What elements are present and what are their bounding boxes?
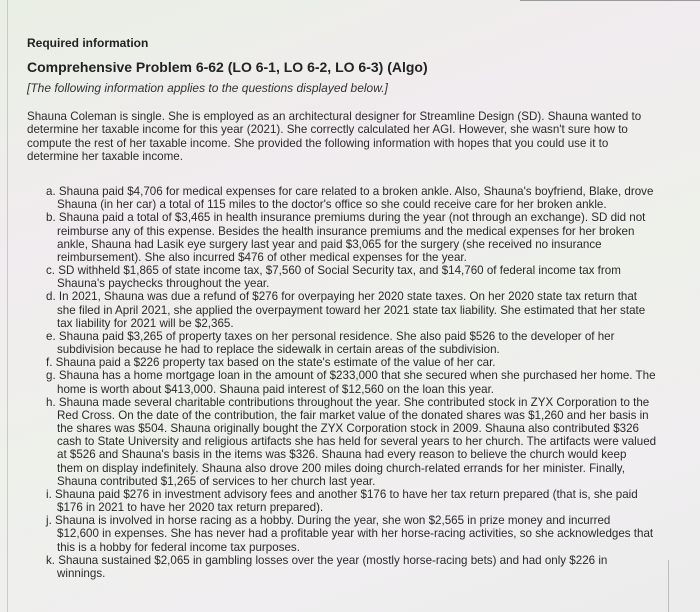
- list-item-start: c. SD withheld $1,865 of state income tax, $7,560 of Social Security tax, and $14,760 of federal income tax from: [46, 264, 621, 278]
- list-item-continuation: Shauna (in her car) a total of 115 miles to the doctor's office so she could receive care for her broken ankle.: [57, 198, 607, 212]
- list-item-start: e. Shauna paid $3,265 of property taxes on her personal residence. She also paid $526 to the developer of her: [46, 329, 615, 343]
- list-item-start: j. Shauna is involved in horse racing as a hobby. During the year, she won $2,565 in prize money and incurred: [46, 514, 611, 528]
- list-item-continuation: $176 in 2021 to have her 2020 tax return prepared).: [57, 501, 324, 515]
- list-item-start: i. Shauna paid $276 in investment advisory fees and another $176 to have her tax return prepared (that is, she paid: [46, 487, 638, 501]
- problem-subtitle: [The following information applies to the questions displayed below.]: [27, 81, 388, 95]
- list-item-continuation: reimbursement). She also incurred $476 of other medical expenses for the year.: [57, 250, 467, 264]
- list-item-continuation: she filed in April 2021, she applied the overpayment toward her 2021 state tax liability. She estimated that her state: [57, 303, 646, 317]
- list-item-continuation: subdivision because he had to replace the sidewalk in certain areas of the subdivision.: [57, 343, 500, 357]
- list-item-continuation: Shauna contributed $1,265 of services to her church last year.: [57, 474, 376, 488]
- list-item-continuation: $12,600 in expenses. She has never had a profitable year with her horse-racing activities, so she acknowledges that: [57, 527, 654, 541]
- window-right-border: [668, 560, 669, 612]
- list-item-continuation: home is worth about $413,000. Shauna paid interest of $12,560 on the loan this year.: [57, 382, 495, 396]
- list-item-continuation: cash to State University and religious artifacts she has held for several years to her church. The artifacts were valued: [57, 435, 657, 449]
- problem-title: Comprehensive Problem 6-62 (LO 6-1, LO 6-2, LO 6-3) (Algo): [27, 59, 428, 75]
- list-item-start: g. Shauna has a home mortgage loan in the amount of $233,000 that she secured when she purchased her home. The: [46, 369, 656, 383]
- window-top-border: [520, 0, 700, 1]
- intro-line: determine her taxable income.: [27, 149, 183, 163]
- list-item-continuation: at $526 and Shauna's basis in the items was $326. Shauna had every reason to believe the church would keep: [57, 448, 627, 462]
- window-left-border: [7, 0, 8, 612]
- list-item-continuation: Shauna's paychecks throughout the year.: [57, 277, 270, 291]
- list-item-start: f. Shauna paid a $226 property tax based on the state's estimate of the value of her car.: [46, 356, 496, 370]
- list-item-continuation: winnings.: [57, 566, 106, 580]
- list-item-continuation: reimburse any of this expense. Besides the health insurance premiums and the medical expenses for her broken: [57, 224, 635, 238]
- intro-line: Shauna Coleman is single. She is employed as an architectural designer for Streamline Design (SD). Shauna wanted to: [27, 110, 642, 123]
- list-item-start: b. Shauna paid a total of $3,465 in health insurance premiums during the year (not through an exchange). SD did not: [46, 211, 646, 225]
- list-item-start: h. Shauna made several charitable contributions throughout the year. She contributed stock in ZYX Corporation to the: [46, 395, 650, 409]
- required-information-label: Required information: [27, 36, 149, 50]
- intro-line: determine her taxable income for this year (2021). She correctly calculated her AGI. However, she wasn't sure how to: [27, 123, 628, 137]
- list-item-continuation: ankle, Shauna had Lasik eye surgery last year and paid $3,065 for the surgery (she received no insurance: [57, 237, 602, 251]
- list-item-continuation: tax liability for 2021 will be $2,365.: [57, 316, 234, 330]
- list-item-continuation: this is a hobby for federal income tax purposes.: [57, 540, 300, 554]
- list-item-continuation: them on display indefinitely. Shauna also drove 200 miles doing church-related errands for her minister. Finally,: [57, 461, 625, 475]
- list-item-continuation: Red Cross. On the date of the contribution, the fair market value of the donated shares was $1,260 and her basis in: [57, 408, 649, 422]
- list-item-continuation: the shares was $504. Shauna originally bought the ZYX Corporation stock in 2009. Shauna also contributed $326: [57, 422, 640, 436]
- intro-line: compute the rest of her taxable income. She provided the following information with hopes that you could use it to: [27, 136, 609, 150]
- list-item-start: d. In 2021, Shauna was due a refund of $276 for overpaying her 2020 state taxes. On her 2020 state tax return that: [46, 290, 638, 304]
- list-item-start: k. Shauna sustained $2,065 in gambling losses over the year (mostly horse-racing bets) and had only $226 in: [46, 553, 608, 567]
- list-item-start: a. Shauna paid $4,706 for medical expenses for care related to a broken ankle. Also, Shauna's boyfriend, Blake, drove: [46, 185, 654, 198]
